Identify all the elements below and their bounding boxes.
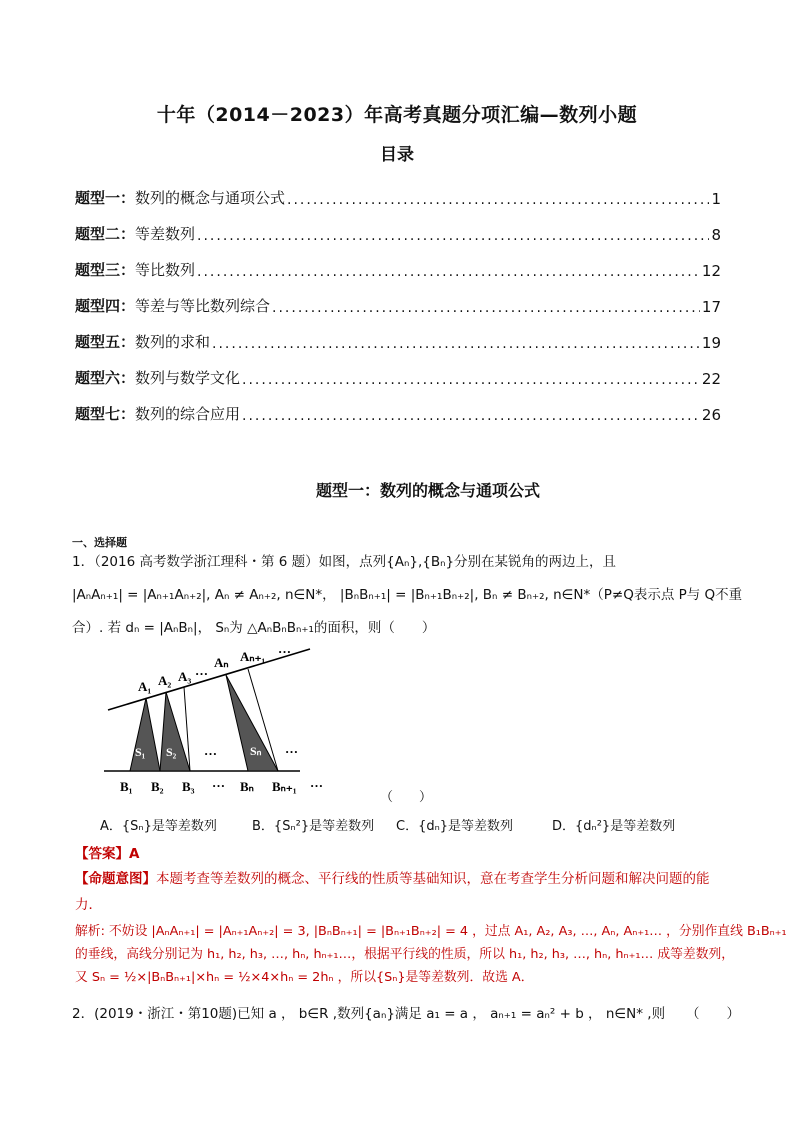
toc-heading: 目录 [380, 145, 414, 165]
answer-label: 【答案】A [75, 846, 140, 862]
figure-answer-paren: （ ） [380, 790, 433, 805]
toc-item-page: 22 [701, 370, 721, 388]
toc-item[interactable] [75, 352, 721, 388]
toc-item-page: 8 [711, 226, 721, 244]
label-s2: S₂ [166, 745, 177, 759]
toc-item-page: 19 [701, 334, 721, 352]
page-title: 十年（2014－2023）年高考真题分项汇编—数列小题 [156, 104, 638, 126]
solution-line-3: 又 Sₙ = ½×|BₙBₙ₊₁|×hₙ = ½×4×hₙ = 2hₙ ，所以{Sₙ}是等差数列．故选 A． [75, 970, 534, 985]
toc-leader-dots [212, 336, 700, 352]
subsection-label: 一、选择题 [72, 536, 127, 549]
question-2 [72, 1002, 740, 1022]
toc-item-text: 数列与数学文化 [135, 369, 241, 387]
label-bn1: Bₙ₊₁ [272, 779, 297, 794]
question-intent [75, 866, 725, 918]
label-an1: Aₙ₊₁ [240, 649, 266, 664]
question-2-paren: （ ） [686, 1006, 740, 1022]
toc-item-text: 等差数列 [135, 225, 196, 243]
dots-upper: … [195, 663, 208, 678]
toc-item-label: 题型二： [75, 225, 136, 243]
toc-item[interactable] [75, 280, 721, 316]
label-a3: A₃ [178, 669, 192, 684]
toc-leader-dots [242, 408, 700, 424]
toc-item-text: 数列的综合应用 [135, 405, 241, 423]
toc-leader-dots [242, 372, 700, 388]
toc-leader-dots [272, 300, 700, 316]
label-b3: B₃ [182, 779, 195, 794]
intent-tag: 【命题意图】 [75, 871, 156, 887]
question-1-line-1: 1．（2016 高考数学浙江理科・第 6 题）如图，点列{Aₙ},{Bₙ}分别在某锐角的两边上，且 [72, 554, 617, 570]
section-title: 题型一：数列的概念与通项公式 [315, 481, 540, 500]
intent-text: 本题考查等差数列的概念、平行线的性质等基础知识，意在考查学生分析问题和解决问题的能力． [75, 871, 710, 913]
question-2-text: 2．(2019・浙江・第10题)已知 a ， b∈R ,数列{aₙ}满足 a₁ = a ， aₙ₊₁ = aₙ² + b ， n∈N* ,则 [72, 1006, 666, 1022]
toc-leader-dots [197, 264, 700, 280]
option-c[interactable]: C．{dₙ}是等差数列 [396, 819, 514, 834]
label-b2: B₂ [151, 779, 164, 794]
toc-item[interactable] [75, 208, 721, 244]
solution [75, 920, 787, 989]
toc-item-text: 数列的求和 [135, 333, 211, 351]
question-1 [72, 546, 743, 645]
triangle-s1 [130, 698, 160, 771]
toc-item-label: 题型五： [75, 333, 136, 351]
toc-leader-dots [197, 228, 709, 244]
label-b1: B₁ [120, 779, 133, 794]
toc-item-page: 26 [701, 406, 721, 424]
toc-item-label: 题型三： [75, 261, 136, 279]
toc-item[interactable] [75, 244, 721, 280]
table-of-contents [75, 172, 721, 424]
option-b[interactable]: B．{Sₙ²}是等差数列 [252, 819, 375, 834]
question-1-line-2: |AₙAₙ₊₁| = |Aₙ₊₁Aₙ₊₂|, Aₙ ≠ Aₙ₊₂, n∈N*， |BₙBₙ₊₁| = |Bₙ₊₁Bₙ₊₂|, Bₙ ≠ Bₙ₊₂, n∈N*（P≠Q表示点 P与 Q不重 [72, 587, 743, 603]
label-an: Aₙ [214, 655, 229, 670]
question-1-line-3: 合）. 若 dₙ = |AₙBₙ|， Sₙ为 △AₙBₙBₙ₊₁的面积，则（ ） [72, 620, 436, 636]
toc-item-label: 题型四： [75, 297, 136, 315]
toc-item[interactable] [75, 316, 721, 352]
dots-upper-end: … [278, 643, 291, 656]
dots-lower-end: … [310, 775, 323, 790]
option-a[interactable]: A．{Sₙ}是等差数列 [100, 819, 217, 834]
toc-item-text: 等比数列 [135, 261, 196, 279]
toc-item-page: 17 [701, 298, 721, 316]
toc-item-page: 1 [711, 190, 721, 208]
dots-lower: … [212, 775, 225, 790]
dots-middle: … [204, 743, 217, 758]
label-a1: A₁ [138, 679, 152, 694]
toc-item-label: 题型一： [75, 189, 136, 207]
toc-item[interactable] [75, 388, 721, 424]
toc-leader-dots [287, 192, 709, 208]
option-d[interactable]: D．{dₙ²}是等差数列 [552, 819, 676, 834]
toc-item-page: 12 [701, 262, 721, 280]
toc-item[interactable] [75, 172, 721, 208]
question-1-figure [100, 643, 325, 798]
toc-item-text: 数列的概念与通项公式 [135, 189, 286, 207]
dots-middle-end: … [285, 741, 298, 756]
toc-item-text: 等差与等比数列综合 [135, 297, 271, 315]
label-s1: S₁ [135, 745, 146, 759]
question-1-options [100, 815, 720, 834]
label-bn: Bₙ [240, 779, 254, 794]
solution-line-1: 解析: 不妨设 |AₙAₙ₊₁| = |Aₙ₊₁Aₙ₊₂| = 3, |BₙBₙ₊₁| = |Bₙ₊₁Bₙ₊₂| = 4 ，过点 A₁, A₂, A₃, …, Aₙ, Aₙ₊₁… ，分别作直线 B₁Bₙ₊₁ [75, 924, 787, 939]
toc-item-label: 题型七： [75, 405, 136, 423]
label-sn: Sₙ [250, 744, 262, 758]
solution-line-2: 的垂线，高线分别记为 h₁, h₂, h₃, …, hₙ, hₙ₊₁…，根据平行线的性质，所以 h₁, h₂, h₃, …, hₙ, hₙ₊₁… 成等差数列， [75, 947, 735, 962]
toc-item-label: 题型六： [75, 369, 136, 387]
label-a2: A₂ [158, 673, 172, 688]
